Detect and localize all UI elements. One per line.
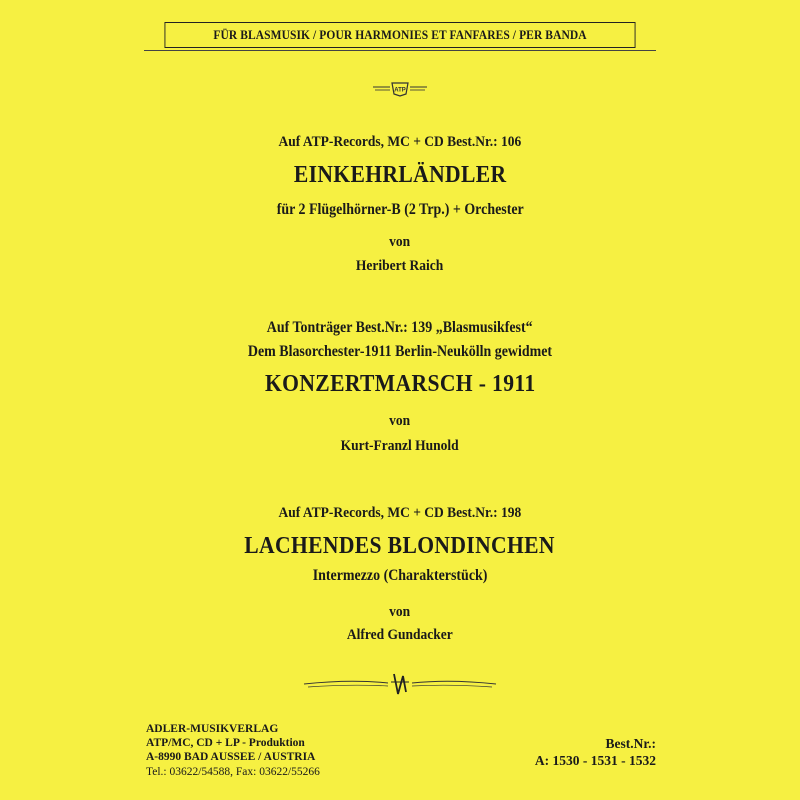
publisher-name: ADLER-MUSIKVERLAG	[146, 723, 279, 735]
piece-2-title: KONZERTMARSCH - 1911	[264, 371, 536, 397]
piece-2-composer: Kurt-Franzl Hunold	[340, 438, 460, 454]
order-number-block	[535, 736, 656, 770]
piece-3-von: von	[389, 604, 411, 620]
piece-1-composer: Heribert Raich	[356, 258, 444, 274]
piece-1-title: EINKEHRLÄNDLER	[293, 162, 507, 188]
category-banner-text: FÜR BLASMUSIK / POUR HARMONIES ET FANFARES / PER BANDA	[213, 27, 587, 42]
piece-1-recording: Auf ATP-Records, MC + CD Best.Nr.: 106	[278, 134, 522, 150]
banner-rule	[144, 50, 656, 52]
piece-1-von: von	[389, 234, 411, 250]
category-banner	[164, 22, 635, 48]
ornament-divider-icon	[300, 670, 500, 698]
piece-3-subtitle: Intermezzo (Charakterstück)	[312, 567, 488, 584]
publisher-contact: Tel.: 03622/54588, Fax: 03622/55266	[146, 765, 320, 778]
atp-logo-icon	[373, 81, 427, 97]
piece-2-recording: Auf Tonträger Best.Nr.: 139 „Blasmusikfest“	[267, 319, 533, 336]
logo-text: ATP	[394, 87, 406, 94]
order-number-value: A: 1530 - 1531 - 1532	[534, 753, 656, 768]
piece-3-composer: Alfred Gundacker	[347, 627, 453, 643]
piece-1-subtitle: für 2 Flügelhörner-B (2 Trp.) + Orchester	[276, 201, 524, 218]
piece-3-title: LACHENDES BLONDINCHEN	[244, 533, 556, 559]
publisher-production: ATP/MC, CD + LP - Produktion	[146, 737, 305, 750]
piece-2-dedication: Dem Blasorchester-1911 Berlin-Neukölln gewidmet	[247, 343, 553, 360]
publisher-address: A-8990 BAD AUSSEE / AUSTRIA	[146, 751, 316, 764]
piece-3-recording: Auf ATP-Records, MC + CD Best.Nr.: 198	[278, 505, 522, 521]
order-number-label: Best.Nr.:	[605, 736, 656, 751]
publisher-block	[146, 722, 320, 779]
piece-2-von: von	[389, 413, 411, 429]
